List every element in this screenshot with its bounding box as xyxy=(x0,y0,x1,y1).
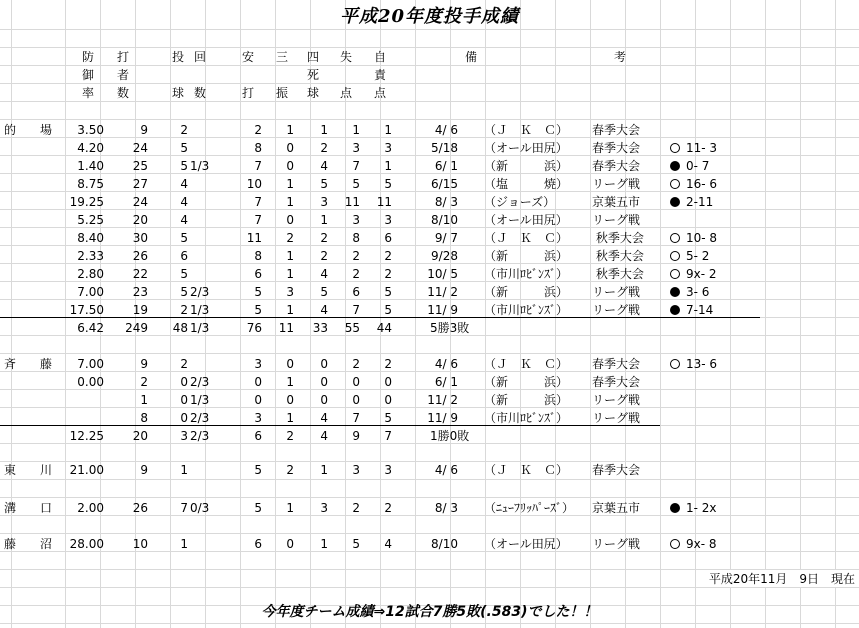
game-frac-cell: 1/3 xyxy=(190,303,210,317)
game-opp-cell: （新 浜） xyxy=(484,159,569,173)
game-era-cell: 19.25 xyxy=(69,195,104,209)
game-opp-cell: （ﾆｭｰﾌﾘｯﾊﾟｰｽﾞ） xyxy=(484,501,575,515)
game-era-cell: 2.80 xyxy=(77,267,104,281)
game-hits-cell: 0 xyxy=(254,393,262,407)
game-so-cell: 1 xyxy=(286,501,294,515)
game-date-cell: 6/ 1 xyxy=(434,159,458,173)
total-hits-cell: 6 xyxy=(254,429,262,443)
game-er-cell: 3 xyxy=(384,463,392,477)
game-bf-cell: 22 xyxy=(132,267,148,281)
win-circle-icon xyxy=(670,539,680,549)
game-r-cell: 3 xyxy=(352,213,360,227)
game-er-cell: 2 xyxy=(384,501,392,515)
game-hits-cell: 2 xyxy=(254,123,262,137)
game-bf-cell: 27 xyxy=(132,177,148,191)
game-er-cell: 5 xyxy=(384,177,392,191)
total-hits-cell: 76 xyxy=(246,321,262,335)
game-so-cell: 0 xyxy=(286,537,294,551)
game-so-cell: 1 xyxy=(286,123,294,137)
game-bb-cell: 3 xyxy=(320,195,328,209)
game-opp-cell: （Ｊ Ｋ Ｃ） xyxy=(484,231,569,245)
game-bf-cell: 20 xyxy=(132,213,148,227)
game-hits-cell: 10 xyxy=(246,177,262,191)
game-hits-cell: 5 xyxy=(254,285,262,299)
column-header-char: 自 xyxy=(373,50,386,64)
game-er-cell: 11 xyxy=(376,195,392,209)
game-era-cell: 8.40 xyxy=(77,231,104,245)
column-header xyxy=(274,48,290,102)
game-result-cell: 3- 6 xyxy=(686,285,710,299)
game-r-cell: 5 xyxy=(352,177,360,191)
game-hits-cell: 8 xyxy=(254,141,262,155)
game-so-cell: 1 xyxy=(286,249,294,263)
game-pit-cell: 0 xyxy=(180,411,188,425)
column-header-char xyxy=(192,66,208,84)
column-header-char xyxy=(170,66,186,84)
game-date-cell: 9/28 xyxy=(431,249,458,263)
game-hits-cell: 7 xyxy=(254,195,262,209)
column-header-char: 四 xyxy=(306,50,319,64)
game-result-cell: 11- 3 xyxy=(686,141,718,155)
game-opp-cell: （Ｊ Ｋ Ｃ） xyxy=(484,357,569,371)
game-opp-cell: （オール田尻） xyxy=(484,141,568,155)
game-date-cell: 11/ 9 xyxy=(427,303,458,317)
game-bb-cell: 5 xyxy=(320,285,328,299)
game-so-cell: 0 xyxy=(286,393,294,407)
game-bb-cell: 1 xyxy=(320,537,328,551)
game-date-cell: 8/ 3 xyxy=(434,195,458,209)
pitcher-name: 東 川 xyxy=(4,463,53,477)
game-bb-cell: 4 xyxy=(320,159,328,173)
total-divider xyxy=(0,425,660,426)
game-so-cell: 1 xyxy=(286,177,294,191)
column-header-char: 失 xyxy=(339,50,352,64)
total-bf-cell: 249 xyxy=(125,321,148,335)
total-frac-cell: 1/3 xyxy=(190,321,210,335)
game-pit-cell: 0 xyxy=(180,375,188,389)
game-pit-cell: 1 xyxy=(180,463,188,477)
game-er-cell: 5 xyxy=(384,285,392,299)
total-era-cell: 12.25 xyxy=(69,429,104,443)
game-opp-cell: （新 浜） xyxy=(484,393,569,407)
game-bf-cell: 24 xyxy=(132,141,148,155)
total-er-cell: 7 xyxy=(384,429,392,443)
game-date-cell: 10/ 5 xyxy=(427,267,458,281)
game-r-cell: 11 xyxy=(344,195,360,209)
date-stamp: 平成20年11月 9日 現在 xyxy=(708,572,855,586)
game-pit-cell: 0 xyxy=(180,393,188,407)
game-so-cell: 1 xyxy=(286,375,294,389)
column-header-char: 打 xyxy=(241,86,254,100)
game-era-cell: 17.50 xyxy=(69,303,104,317)
column-header-char: 備 xyxy=(464,50,477,64)
game-date-cell: 8/10 xyxy=(431,537,458,551)
game-bb-cell: 4 xyxy=(320,267,328,281)
game-date-cell: 11/ 9 xyxy=(427,411,458,425)
game-frac-cell: 1/3 xyxy=(190,393,210,407)
column-header xyxy=(80,48,96,102)
game-er-cell: 4 xyxy=(384,537,392,551)
game-r-cell: 2 xyxy=(352,501,360,515)
win-circle-icon xyxy=(670,251,680,261)
game-comp-cell: 春季大会 xyxy=(592,123,641,137)
game-so-cell: 1 xyxy=(286,411,294,425)
game-hits-cell: 3 xyxy=(254,357,262,371)
column-header-char xyxy=(274,66,290,84)
pitcher-name: 斉 藤 xyxy=(4,357,53,371)
game-pit-cell: 5 xyxy=(180,231,188,245)
game-bf-cell: 19 xyxy=(132,303,148,317)
loss-circle-icon xyxy=(670,305,680,315)
game-era-cell: 1.40 xyxy=(77,159,104,173)
game-pit-cell: 4 xyxy=(180,213,188,227)
total-bb-cell: 4 xyxy=(320,429,328,443)
game-opp-cell: （新 浜） xyxy=(484,249,569,263)
loss-circle-icon xyxy=(670,161,680,171)
column-header-char: 数 xyxy=(193,86,206,100)
game-comp-cell: 春季大会 xyxy=(592,141,641,155)
record-note: 1勝0敗 xyxy=(430,429,470,443)
game-r-cell: 3 xyxy=(352,141,360,155)
column-header-char: 数 xyxy=(116,86,129,100)
total-pit-cell: 48 xyxy=(172,321,188,335)
column-header xyxy=(372,48,388,102)
loss-circle-icon xyxy=(670,197,680,207)
game-date-cell: 4/ 6 xyxy=(434,357,458,371)
game-bb-cell: 0 xyxy=(320,393,328,407)
game-opp-cell: （オール田尻） xyxy=(484,537,568,551)
total-bf-cell: 20 xyxy=(132,429,148,443)
game-frac-cell: 2/3 xyxy=(190,375,210,389)
game-er-cell: 3 xyxy=(384,213,392,227)
game-bf-cell: 26 xyxy=(132,249,148,263)
game-bf-cell: 8 xyxy=(140,411,148,425)
column-header xyxy=(338,48,354,102)
game-r-cell: 2 xyxy=(352,357,360,371)
game-opp-cell: （市川ﾛﾋﾞﾝｽﾞ） xyxy=(484,267,569,281)
column-header-char: 責 xyxy=(373,68,386,82)
column-header-char: 球 xyxy=(171,86,184,100)
game-pit-cell: 4 xyxy=(180,177,188,191)
column-header-char: 振 xyxy=(275,86,288,100)
game-frac-cell: 2/3 xyxy=(190,285,210,299)
game-bf-cell: 2 xyxy=(140,375,148,389)
game-bb-cell: 1 xyxy=(320,213,328,227)
column-header-char: 御 xyxy=(81,68,94,82)
game-pit-cell: 5 xyxy=(180,285,188,299)
total-pit-cell: 3 xyxy=(180,429,188,443)
game-hits-cell: 6 xyxy=(254,267,262,281)
game-pit-cell: 5 xyxy=(180,141,188,155)
game-opp-cell: （ジョーズ） xyxy=(484,195,556,209)
column-header-char: 球 xyxy=(306,86,319,100)
win-circle-icon xyxy=(670,359,680,369)
column-header-char: 安 xyxy=(241,50,254,64)
game-result-cell: 13- 6 xyxy=(686,357,718,371)
game-bf-cell: 1 xyxy=(140,393,148,407)
column-header xyxy=(240,48,256,102)
column-header xyxy=(612,48,628,66)
column-header-char xyxy=(338,66,354,84)
sheet-title: 平成20年度投手成績 xyxy=(339,6,520,27)
game-date-cell: 4/ 6 xyxy=(434,123,458,137)
game-result-cell: 9x- 8 xyxy=(686,537,717,551)
game-result-cell: 2-11 xyxy=(686,195,714,209)
pitcher-name: 溝 口 xyxy=(4,501,53,515)
game-era-cell: 7.00 xyxy=(77,285,104,299)
game-r-cell: 7 xyxy=(352,159,360,173)
game-comp-cell: リーグ戦 xyxy=(592,177,641,191)
game-date-cell: 5/18 xyxy=(431,141,458,155)
game-bb-cell: 2 xyxy=(320,141,328,155)
game-opp-cell: （新 浜） xyxy=(484,285,569,299)
game-r-cell: 7 xyxy=(352,411,360,425)
game-r-cell: 5 xyxy=(352,537,360,551)
win-circle-icon xyxy=(670,143,680,153)
total-so-cell: 2 xyxy=(286,429,294,443)
game-bf-cell: 30 xyxy=(132,231,148,245)
game-bb-cell: 3 xyxy=(320,501,328,515)
game-r-cell: 0 xyxy=(352,393,360,407)
game-hits-cell: 11 xyxy=(246,231,262,245)
game-r-cell: 2 xyxy=(352,249,360,263)
game-so-cell: 0 xyxy=(286,357,294,371)
game-so-cell: 2 xyxy=(286,231,294,245)
game-result-cell: 16- 6 xyxy=(686,177,718,191)
game-comp-cell: 秋季大会 xyxy=(592,231,644,245)
game-pit-cell: 1 xyxy=(180,537,188,551)
game-comp-cell: 秋季大会 xyxy=(592,249,644,263)
game-hits-cell: 7 xyxy=(254,213,262,227)
game-bb-cell: 2 xyxy=(320,231,328,245)
game-bb-cell: 0 xyxy=(320,375,328,389)
game-bf-cell: 24 xyxy=(132,195,148,209)
game-comp-cell: 春季大会 xyxy=(592,159,641,173)
game-bb-cell: 2 xyxy=(320,249,328,263)
column-header xyxy=(305,48,321,102)
total-r-cell: 9 xyxy=(352,429,360,443)
game-opp-cell: （新 浜） xyxy=(484,375,569,389)
column-header-char: 回 xyxy=(193,50,206,64)
game-date-cell: 4/ 6 xyxy=(434,463,458,477)
game-era-cell: 5.25 xyxy=(77,213,104,227)
game-comp-cell: リーグ戦 xyxy=(592,411,641,425)
game-comp-cell: 京葉五市 xyxy=(592,195,641,209)
total-bb-cell: 33 xyxy=(312,321,328,335)
game-date-cell: 6/ 1 xyxy=(434,375,458,389)
game-era-cell: 21.00 xyxy=(69,463,104,477)
total-era-cell: 6.42 xyxy=(77,321,104,335)
game-date-cell: 6/15 xyxy=(431,177,458,191)
game-result-cell: 5- 2 xyxy=(686,249,710,263)
game-era-cell: 2.00 xyxy=(77,501,104,515)
game-er-cell: 5 xyxy=(384,303,392,317)
game-hits-cell: 6 xyxy=(254,537,262,551)
game-r-cell: 0 xyxy=(352,375,360,389)
game-so-cell: 3 xyxy=(286,285,294,299)
game-result-cell: 1- 2x xyxy=(686,501,717,515)
game-era-cell: 3.50 xyxy=(77,123,104,137)
column-header-char: 打 xyxy=(116,50,129,64)
game-so-cell: 2 xyxy=(286,463,294,477)
game-era-cell: 4.20 xyxy=(77,141,104,155)
game-so-cell: 1 xyxy=(286,303,294,317)
column-header-char: 者 xyxy=(116,68,129,82)
game-pit-cell: 4 xyxy=(180,195,188,209)
game-date-cell: 8/10 xyxy=(431,213,458,227)
game-result-cell: 0- 7 xyxy=(686,159,710,173)
column-header xyxy=(463,48,479,66)
total-er-cell: 44 xyxy=(376,321,392,335)
game-er-cell: 0 xyxy=(384,375,392,389)
game-bb-cell: 5 xyxy=(320,177,328,191)
game-hits-cell: 7 xyxy=(254,159,262,173)
game-comp-cell: リーグ戦 xyxy=(592,537,641,551)
game-frac-cell: 1/3 xyxy=(190,159,210,173)
column-header-char: 投 xyxy=(171,50,184,64)
game-comp-cell: 秋季大会 xyxy=(592,267,644,281)
game-comp-cell: リーグ戦 xyxy=(592,393,641,407)
game-er-cell: 1 xyxy=(384,159,392,173)
column-header xyxy=(192,48,208,102)
column-header-char xyxy=(240,66,256,84)
total-so-cell: 11 xyxy=(278,321,294,335)
game-r-cell: 7 xyxy=(352,303,360,317)
game-er-cell: 3 xyxy=(384,141,392,155)
game-comp-cell: リーグ戦 xyxy=(592,285,641,299)
game-r-cell: 3 xyxy=(352,463,360,477)
total-r-cell: 55 xyxy=(344,321,360,335)
win-circle-icon xyxy=(670,269,680,279)
game-pit-cell: 2 xyxy=(180,123,188,137)
game-bf-cell: 10 xyxy=(132,537,148,551)
pitcher-name: 藤 沼 xyxy=(4,537,53,551)
game-date-cell: 8/ 3 xyxy=(434,501,458,515)
game-r-cell: 1 xyxy=(352,123,360,137)
loss-circle-icon xyxy=(670,503,680,513)
game-bf-cell: 23 xyxy=(132,285,148,299)
loss-circle-icon xyxy=(670,287,680,297)
game-pit-cell: 6 xyxy=(180,249,188,263)
game-bb-cell: 0 xyxy=(320,357,328,371)
game-pit-cell: 7 xyxy=(180,501,188,515)
game-pit-cell: 2 xyxy=(180,303,188,317)
game-pit-cell: 2 xyxy=(180,357,188,371)
game-er-cell: 2 xyxy=(384,249,392,263)
column-header-char: 三 xyxy=(275,50,288,64)
game-result-cell: 10- 8 xyxy=(686,231,718,245)
game-era-cell: 0.00 xyxy=(77,375,104,389)
total-divider xyxy=(0,317,760,318)
column-header-char: 考 xyxy=(613,50,626,64)
game-opp-cell: （Ｊ Ｋ Ｃ） xyxy=(484,463,569,477)
game-comp-cell: 春季大会 xyxy=(592,463,641,477)
game-so-cell: 0 xyxy=(286,213,294,227)
game-bf-cell: 25 xyxy=(132,159,148,173)
game-hits-cell: 5 xyxy=(254,501,262,515)
game-so-cell: 1 xyxy=(286,267,294,281)
game-r-cell: 6 xyxy=(352,285,360,299)
game-comp-cell: 春季大会 xyxy=(592,357,641,371)
pitcher-name: 的 場 xyxy=(4,123,53,137)
game-hits-cell: 8 xyxy=(254,249,262,263)
game-date-cell: 11/ 2 xyxy=(427,393,458,407)
game-hits-cell: 3 xyxy=(254,411,262,425)
column-header xyxy=(115,48,131,102)
game-bb-cell: 4 xyxy=(320,411,328,425)
game-frac-cell: 0/3 xyxy=(190,501,210,515)
game-so-cell: 0 xyxy=(286,159,294,173)
game-hits-cell: 5 xyxy=(254,303,262,317)
season-summary: 今年度チーム成績⇒12試合7勝5敗(.583)でした！！ xyxy=(261,604,598,620)
game-er-cell: 5 xyxy=(384,411,392,425)
game-bf-cell: 9 xyxy=(140,357,148,371)
game-bb-cell: 4 xyxy=(320,303,328,317)
total-frac-cell: 2/3 xyxy=(190,429,210,443)
game-opp-cell: （市川ﾛﾋﾞﾝｽﾞ） xyxy=(484,411,569,425)
game-opp-cell: （塩 焼） xyxy=(484,177,569,191)
column-header-char: 点 xyxy=(373,86,386,100)
game-bf-cell: 9 xyxy=(140,463,148,477)
game-pit-cell: 5 xyxy=(180,267,188,281)
column-header xyxy=(170,48,186,102)
game-comp-cell: 京葉五市 xyxy=(592,501,641,515)
game-date-cell: 11/ 2 xyxy=(427,285,458,299)
game-result-cell: 7-14 xyxy=(686,303,714,317)
game-bb-cell: 1 xyxy=(320,123,328,137)
game-era-cell: 7.00 xyxy=(77,357,104,371)
column-header-char: 防 xyxy=(81,50,94,64)
game-er-cell: 2 xyxy=(384,357,392,371)
game-er-cell: 0 xyxy=(384,393,392,407)
game-result-cell: 9x- 2 xyxy=(686,267,717,281)
game-r-cell: 2 xyxy=(352,267,360,281)
game-frac-cell: 2/3 xyxy=(190,411,210,425)
game-hits-cell: 0 xyxy=(254,375,262,389)
game-opp-cell: （市川ﾛﾋﾞﾝｽﾞ） xyxy=(484,303,569,317)
game-hits-cell: 5 xyxy=(254,463,262,477)
game-era-cell: 28.00 xyxy=(69,537,104,551)
game-era-cell: 2.33 xyxy=(77,249,104,263)
game-comp-cell: 春季大会 xyxy=(592,375,641,389)
game-er-cell: 2 xyxy=(384,267,392,281)
game-opp-cell: （オール田尻） xyxy=(484,213,568,227)
game-er-cell: 1 xyxy=(384,123,392,137)
game-bb-cell: 1 xyxy=(320,463,328,477)
game-pit-cell: 5 xyxy=(180,159,188,173)
game-comp-cell: リーグ戦 xyxy=(592,213,641,227)
game-r-cell: 8 xyxy=(352,231,360,245)
game-so-cell: 0 xyxy=(286,141,294,155)
game-comp-cell: リーグ戦 xyxy=(592,303,641,317)
game-er-cell: 6 xyxy=(384,231,392,245)
column-header-char: 死 xyxy=(306,68,319,82)
game-bf-cell: 26 xyxy=(132,501,148,515)
column-header-char: 率 xyxy=(81,86,94,100)
win-circle-icon xyxy=(670,233,680,243)
game-date-cell: 9/ 7 xyxy=(434,231,458,245)
game-bf-cell: 9 xyxy=(140,123,148,137)
game-opp-cell: （Ｊ Ｋ Ｃ） xyxy=(484,123,569,137)
game-era-cell: 8.75 xyxy=(77,177,104,191)
win-circle-icon xyxy=(670,179,680,189)
game-so-cell: 1 xyxy=(286,195,294,209)
record-note: 5勝3敗 xyxy=(430,321,470,335)
column-header-char: 点 xyxy=(339,86,352,100)
